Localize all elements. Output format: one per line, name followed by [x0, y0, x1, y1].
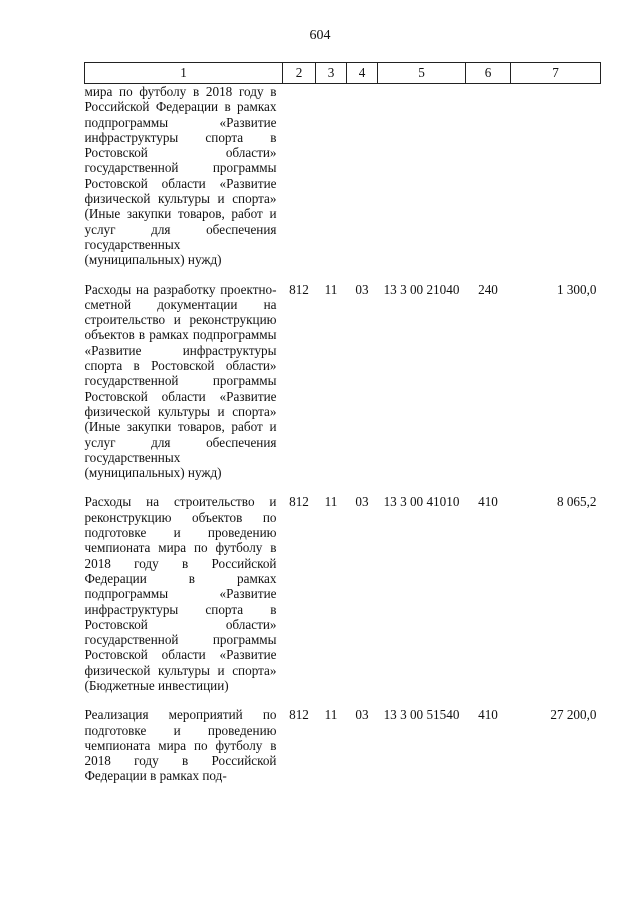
row-amount: 1 300,0	[556, 281, 597, 297]
row-expense-type: 410	[478, 494, 498, 510]
row-section-code: 11	[324, 707, 338, 723]
table-row	[85, 84, 601, 268]
header-col-4: 4	[347, 63, 378, 84]
row-section-code: 11	[324, 494, 338, 510]
row-section-code: 11	[324, 281, 338, 297]
row-expense-type: 240	[478, 281, 498, 297]
row-subsection-code: 03	[355, 281, 369, 297]
header-col-1: 1	[85, 63, 283, 84]
table-header-row	[85, 63, 601, 84]
row-expense-type	[466, 84, 511, 268]
header-col-6: 6	[466, 63, 511, 84]
row-ministry-code: 812	[289, 707, 309, 723]
row-target-article	[378, 84, 466, 268]
row-amount: 27 200,0	[550, 707, 597, 723]
row-subsection-code: 03	[355, 494, 369, 510]
row-section-code	[316, 84, 347, 268]
row-amount: 8 065,2	[556, 494, 597, 510]
table-row	[85, 480, 601, 693]
row-expense-type: 410	[478, 707, 498, 723]
row-subsection-code: 03	[355, 707, 369, 723]
page-number: 604	[309, 28, 331, 43]
row-description: Расходы на строительство и реконструкцию объектов по подготовке и проведению чемпионата мира по футболу в 2018 году в Российской Федерации в рамках подпрограммы «Развитие инфраструктуры спорта в Ростовской области» государственной программы Ростовской области «Развитие физической культуры и спорта» (Бюджетные инвестиции)	[84, 494, 277, 693]
header-col-5: 5	[378, 63, 466, 84]
row-description: Расходы на разработку проектно-сметной документации на строительство и реконструкцию объектов в рамках подпрограммы «Развитие инфраструктуры спорта в Ростовской области» государственной программы Ростовской области «Развитие физической культуры и спорта» (Иные закупки товаров, работ и услуг для обеспечения государственных (муниципальных) нужд)	[84, 281, 277, 481]
row-target-article: 13 3 00 51540	[383, 707, 460, 723]
row-target-article: 13 3 00 21040	[383, 281, 460, 297]
row-ministry-code: 812	[289, 494, 309, 510]
header-col-7: 7	[511, 63, 601, 84]
table-row	[85, 268, 601, 481]
row-ministry-code	[283, 84, 316, 268]
row-description: Реализация мероприятий по подготовке и проведению чемпионата мира по футболу в 2018 году в Российской Федерации в рамках под-	[84, 707, 277, 784]
header-col-3: 3	[316, 63, 347, 84]
row-target-article: 13 3 00 41010	[383, 494, 460, 510]
budget-table	[84, 62, 601, 784]
row-subsection-code	[347, 84, 378, 268]
row-description: мира по футболу в 2018 году в Российской Федерации в рамках подпрограммы «Развитие инфраструктуры спорта в Ростовской области» государственной программы Ростовской области «Развитие физической культуры и спорта» (Иные закупки товаров, работ и услуг для обеспечения государственных (муниципальных) нужд)	[84, 84, 277, 268]
row-ministry-code: 812	[289, 281, 309, 297]
header-col-2: 2	[283, 63, 316, 84]
row-amount	[511, 84, 601, 268]
table-row	[85, 693, 601, 783]
